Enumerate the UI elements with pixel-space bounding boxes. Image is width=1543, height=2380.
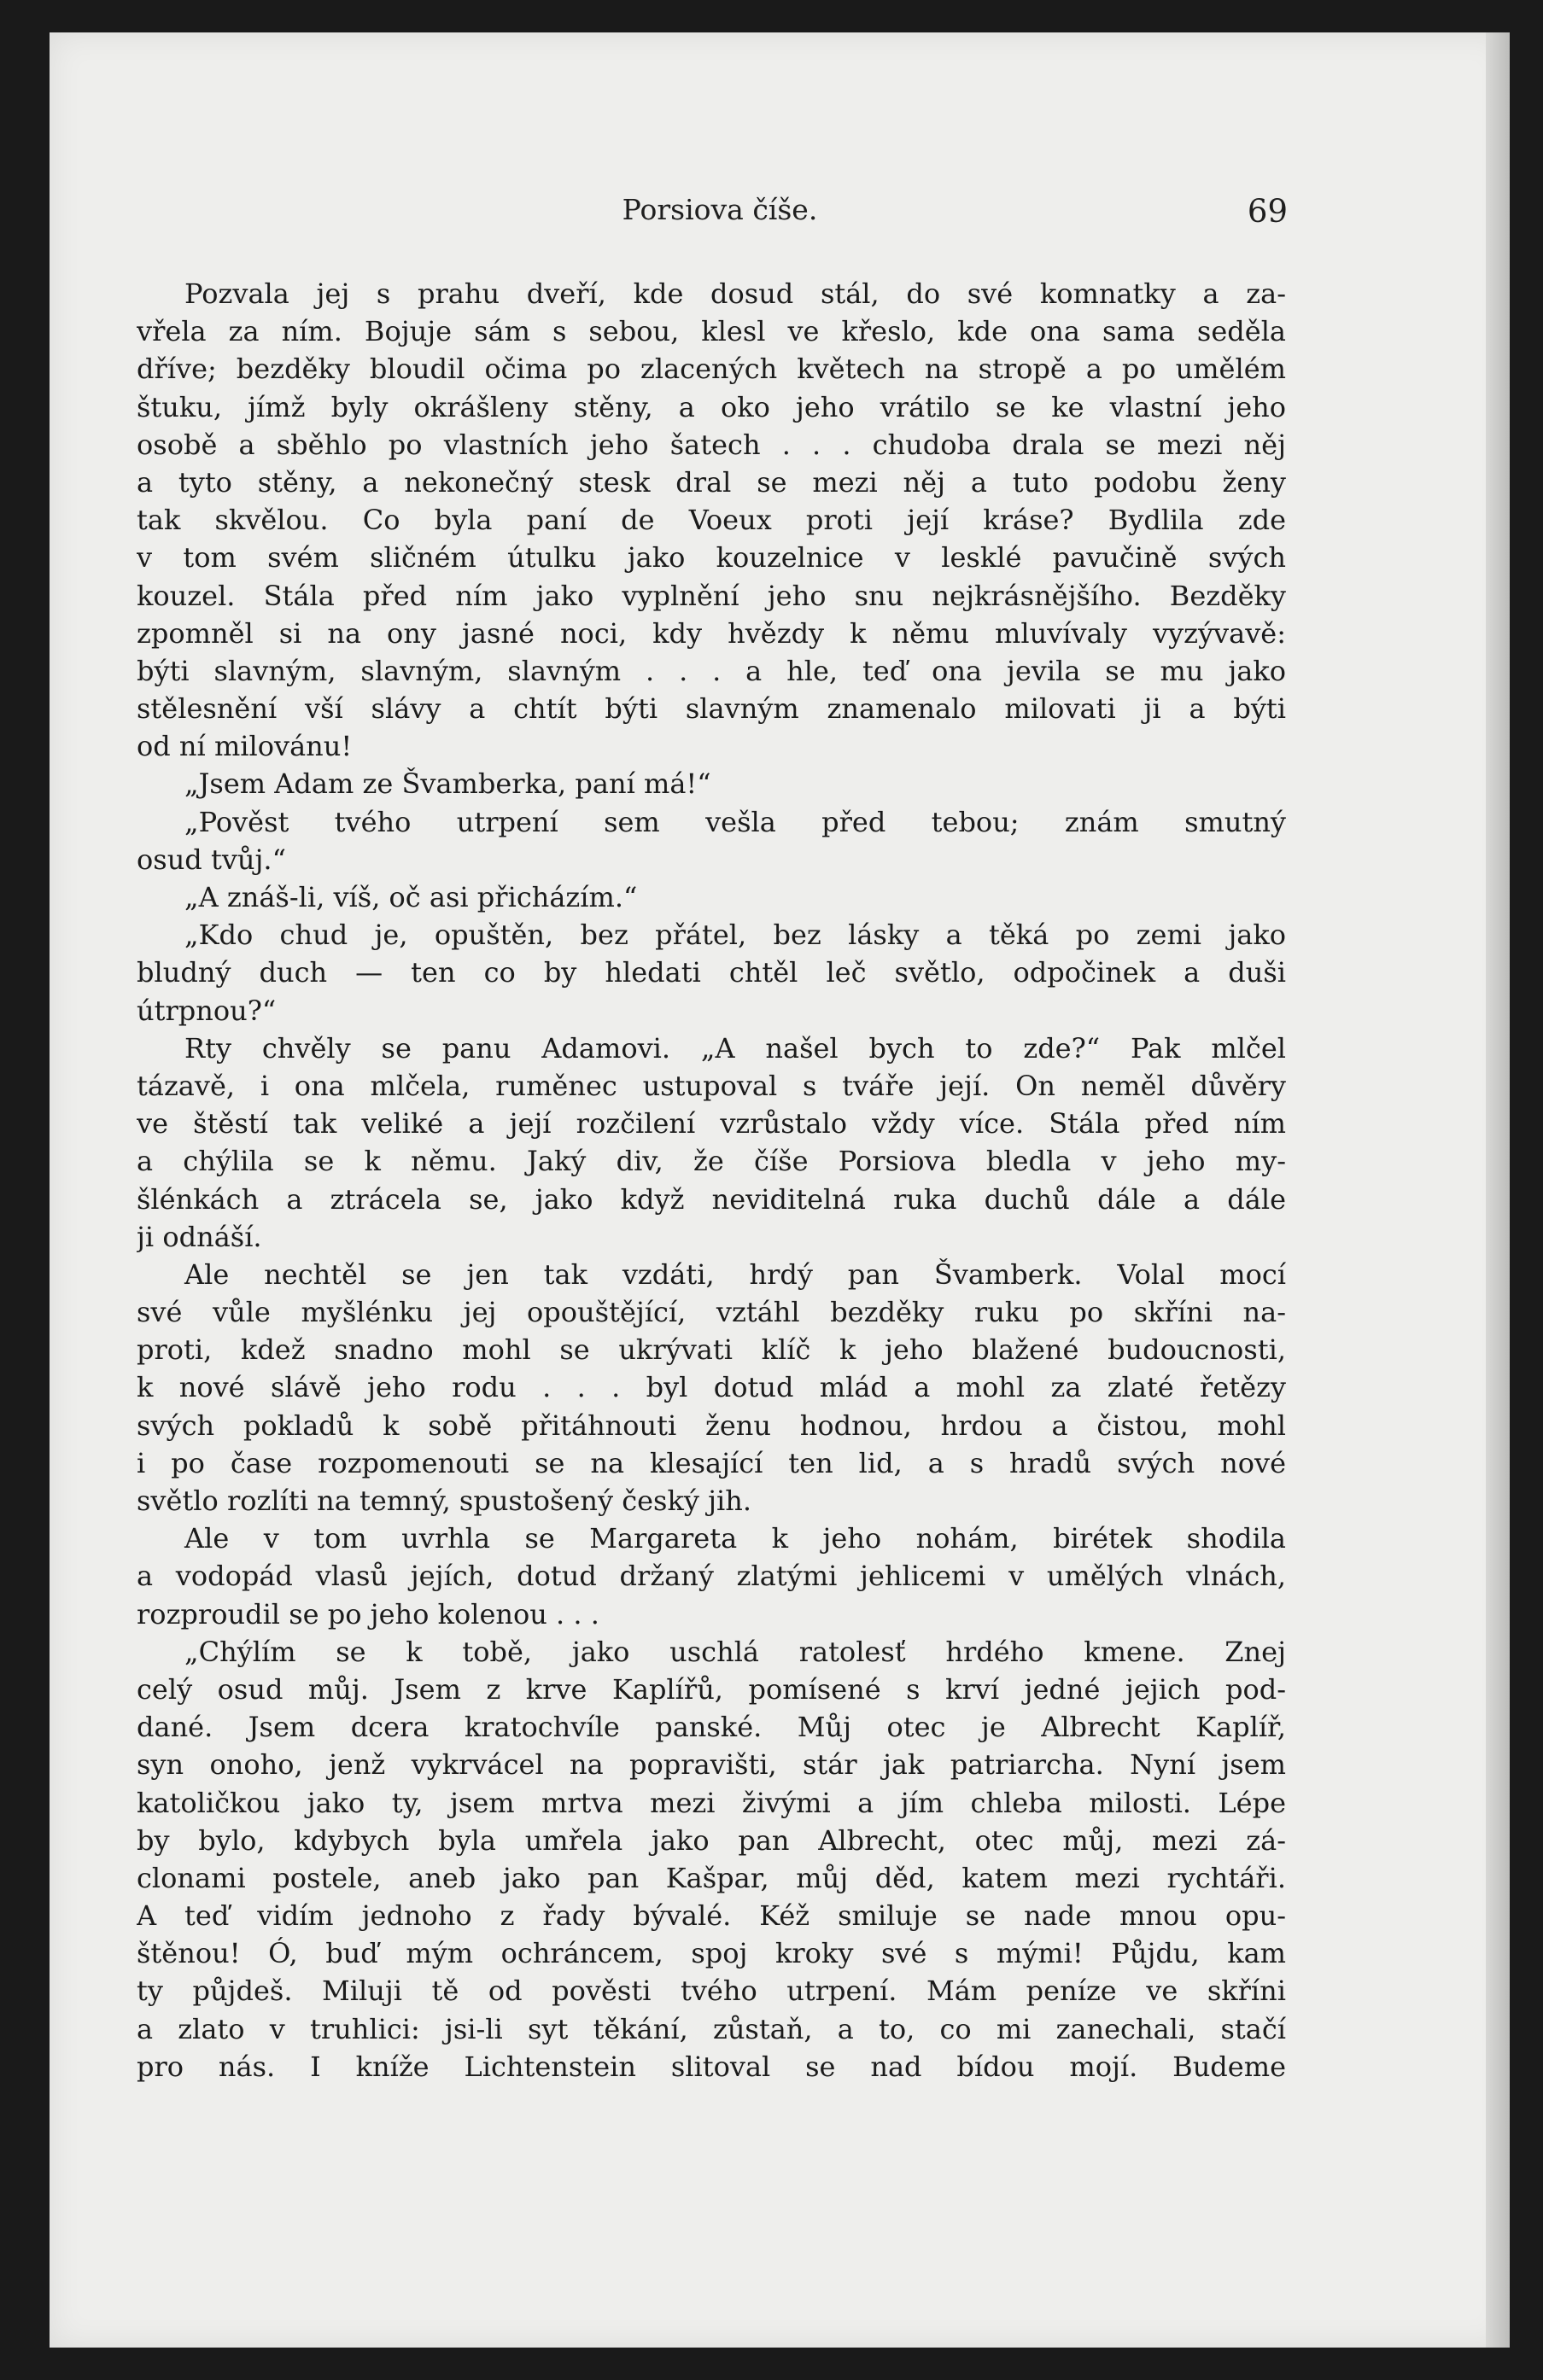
text-line: ji odnáší.: [137, 1220, 262, 1253]
text-line: „Chýlím se k tobě, jako uschlá ratolesť hrdého kmene. Znej: [184, 1635, 1286, 1668]
text-line: šlénkách a ztrácela se, jako když neviditelná ruka duchů dále a dále: [137, 1182, 1286, 1216]
text-line: v tom svém sličném útulku jako kouzelnice v lesklé pavučině svých: [137, 541, 1286, 575]
text-line: a vodopád vlasů jejích, dotud držaný zlatými jehlicemi v umělých vlnách,: [137, 1560, 1286, 1593]
text-line: svých pokladů k sobě přitáhnouti ženu hodnou, hrdou a čistou, mohl: [137, 1409, 1286, 1442]
text-line: by bylo, kdybych byla umřela jako pan Albrecht, otec můj, mezi zá-: [137, 1823, 1286, 1857]
text-line: od ní milovánu!: [137, 730, 353, 763]
text-line: „Pověst tvého utrpení sem vešla před tebou; znám smutný: [184, 805, 1286, 838]
text-line: dané. Jsem dcera kratochvíle panské. Můj otec je Albrecht Kaplíř,: [137, 1711, 1286, 1744]
text-line: štěnou! Ó, buď mým ochráncem, spoj kroky své s mými! Půjdu, kam: [137, 1937, 1286, 1970]
text-line: ty půjdeš. Miluji tě od pověsti tvého utrpení. Mám peníze ve skříni: [137, 1975, 1286, 2008]
text-line: k nové slávě jeho rodu . . . byl dotud mlád a mohl za zlaté řetězy: [137, 1371, 1286, 1404]
text-line: proti, kdež snadno mohl se ukrývati klíč k jeho blažené budoucnosti,: [137, 1333, 1286, 1367]
text-line: své vůle myšlénku jej opouštějící, vztáhl bezděky ruku po skříni na-: [137, 1296, 1286, 1329]
text-line: osobě a sběhlo po vlastních jeho šatech . . . chudoba drala se mezi něj: [137, 428, 1286, 461]
text-line: „Kdo chud je, opuštěn, bez přátel, bez lásky a těká po zemi jako: [184, 919, 1286, 952]
text-line: bludný duch — ten co by hledati chtěl leč světlo, odpočinek a duši: [137, 956, 1286, 989]
text-line: útrpnou?“: [137, 994, 277, 1027]
text-line: a tyto stěny, a nekonečný stesk dral se mezi něj a tuto podobu ženy: [137, 465, 1286, 499]
text-line: katoličkou jako ty, jsem mrtva mezi živými a jím chleba milosti. Lépe: [137, 1786, 1286, 1819]
text-line: Rty chvěly se panu Adamovi. „A našel bych to zde?“ Pak mlčel: [184, 1031, 1286, 1065]
page-number: 69: [1247, 193, 1288, 230]
text-line: býti slavným, slavným, slavným . . . a hle, teď ona jevila se mu jako: [137, 654, 1286, 687]
text-line: rozproudil se po jeho kolenou . . .: [137, 1597, 599, 1630]
text-line: dříve; bezděky bloudil očima po zlacených květech na stropě a po umělém: [137, 353, 1286, 386]
text-line: Ale nechtěl se jen tak vzdáti, hrdý pan Švamberk. Volal mocí: [184, 1257, 1286, 1291]
page-spine-edge: [1486, 32, 1510, 2348]
text-line: kouzel. Stála před ním jako vyplnění jeho snu nejkrásnějšího. Bezděky: [137, 579, 1286, 612]
text-line: světlo rozlíti na temný, spustošený český jih.: [137, 1485, 752, 1517]
running-title: Porsiova číše.: [622, 193, 818, 226]
text-line: ve štěstí tak veliké a její rozčilení vzrůstalo vždy více. Stála před ním: [137, 1107, 1286, 1140]
text-line: celý osud můj. Jsem z krve Kaplířů, pomísené s krví jedné jejich pod-: [137, 1672, 1286, 1706]
text-line: štuku, jímž byly okrášleny stěny, a oko jeho vrátilo se ke vlastní jeho: [137, 390, 1286, 423]
text-line: osud tvůj.“: [137, 843, 286, 876]
text-line: syn onoho, jenž vykrvácel na popravišti, stár jak patriarcha. Nyní jsem: [137, 1748, 1286, 1782]
text-line: „A znáš-li, víš, oč asi přicházím.“: [184, 881, 638, 913]
text-line: zpomněl si na ony jasné noci, kdy hvězdy k němu mluvívaly vyzývavě:: [137, 616, 1286, 650]
text-line: stělesnění vší slávy a chtít býti slavným znamenalo milovati ji a býti: [137, 692, 1286, 726]
text-line: a chýlila se k němu. Jaký div, že číše Porsiova bledla v jeho my-: [137, 1145, 1286, 1178]
text-line: clonami postele, aneb jako pan Kašpar, můj děd, katem mezi rychtáři.: [137, 1861, 1286, 1894]
text-line: tak skvělou. Co byla paní de Voeux proti její kráse? Bydlila zde: [137, 504, 1286, 537]
body-text: [137, 275, 1286, 2085]
text-line: vřela za ním. Bojuje sám s sebou, klesl ve křeslo, kde ona sama seděla: [137, 315, 1286, 348]
text-line: A teď vidím jednoho z řady bývalé. Kéž smiluje se nade mnou opu-: [137, 1899, 1286, 1933]
text-line: Pozvala jej s prahu dveří, kde dosud stál, do své komnatky a za-: [184, 277, 1286, 310]
text-line: Ale v tom uvrhla se Margareta k jeho nohám, birétek shodila: [184, 1522, 1286, 1555]
text-line: tázavě, i ona mlčela, ruměnec ustupoval s tváře její. On neměl důvěry: [137, 1069, 1286, 1102]
text-line: i po čase rozpomenouti se na klesající ten lid, a s hradů svých nové: [137, 1446, 1286, 1479]
text-line: pro nás. I kníže Lichtenstein slitoval se nad bídou mojí. Budeme: [137, 2050, 1286, 2083]
text-line: a zlato v truhlici: jsi-li syt těkání, zůstaň, a to, co mi zanechali, stačí: [137, 2012, 1286, 2045]
page-header: [152, 193, 1288, 244]
text-line: „Jsem Adam ze Švamberka, paní má!“: [184, 767, 711, 801]
